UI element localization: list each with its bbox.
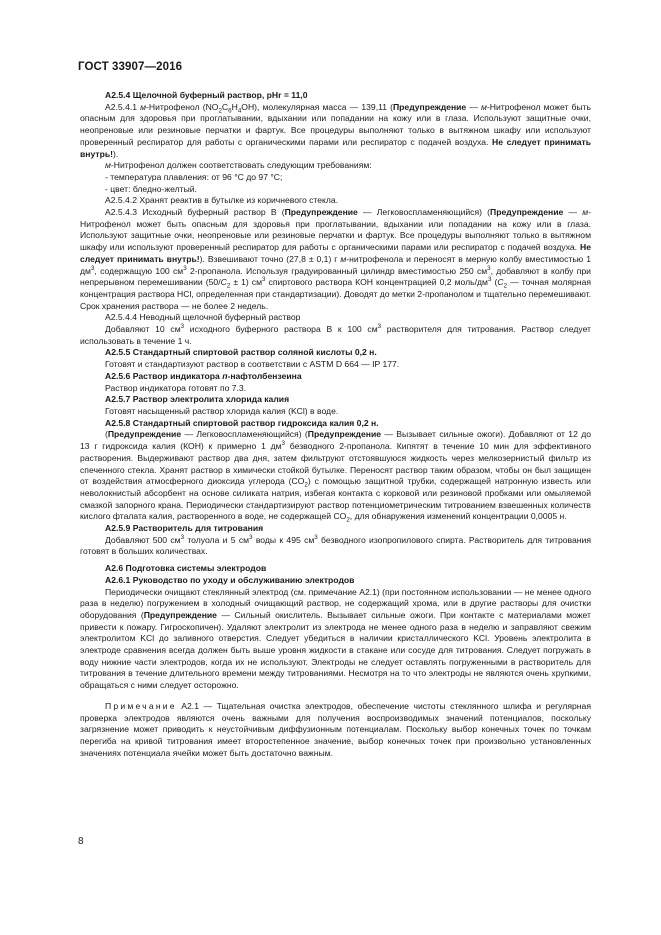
section-heading: А2.5.7 Раствор электролита хлорида калия	[105, 394, 290, 405]
page-number: 8	[78, 836, 84, 847]
paragraph: Добавляют 500 $см^3$ толуола и 5 $см^3$ воды к 495 $см^3$ безводного изопропилового спирта. Растворитель для титрования готовят в больших количествах.	[80, 533, 592, 557]
section-heading: А2.5.6 Раствор индикатора п-нафтолбензеина	[105, 370, 302, 381]
document-body	[80, 90, 591, 759]
note: Примечание А2.1 — Тщательная очистка электродов, обеспечение чистоты стеклянного шлифа и регулярная проверка электродов являются очень важными для получения воспроизводимых значений потенциалов, поскольку загрязнение может приводить к неустойчивым диффузионным потенциалам. Поскольку выбор конечных точек по точкам перегиба на кривой титрования имеет второстепенное значение, выбор конечных точек при произвольно установленных значениях потенциала ячейки может быть достаточно важным.	[80, 700, 591, 758]
section-heading: А2.5.8 Стандартный спиртовой раствор гидроксида калия 0,2 н.	[105, 417, 379, 428]
paragraph: А2.5.4.3 Исходный буферный раствор В (Предупреждение — Легковоспламеняющийся) (Предупреждение — м-Нитрофенол может быть опасным для здоровья при проглатывании, вдыхании или попадании на кожу или в глаза. Используют защитные очки, неопреновые или резиновые перчатки и фартук. Все процедуры выполняют только в вытяжном шкафу или используют проверенный респиратор для работы с органическими парами или респиратор с подачей воздуха. Не следует принимать внутрь!). Взвешивают точно (27,8 ± 0,1) г м-нитрофенола и переносят в мерную колбу вместимостью 1 $дм^3$, содержащую 100 $см^3$ 2-пропанола. Используя градуированный цилиндр вместимостью 250 $см^3$, добавляют в колбу при непрерывном перемешивании $(50/C_2 \pm 1)$ $см^3$ спиртового раствора КОН концентрацией 0,2 моль/$дм^3$ ($C_2$ — точная молярная концентрация раствора HCl, определенная при стандартизации). Доводят до метки 2-пропанолом и тщательно перемешивают. Срок хранения раствора — не более 2 недель.	[80, 207, 592, 311]
paragraph: м-Нитрофенол должен соответствовать следующим требованиям:	[105, 160, 372, 171]
list-item: - цвет: бледно-желтый.	[105, 183, 197, 194]
paragraph: Раствор индикатора готовят по 7.3.	[105, 382, 247, 393]
paragraph: А2.5.4.1 м-Нитрофенол $(NO_2C_6H_4OH)$, молекулярная масса — 139,11 (Предупреждение — м-Нитрофенол может быть опасным для здоровья при проглатывании, вдыхании или попадании на кожу или в глаза. Используют защитные очки, неопреновые или резиновые перчатки и фартук. Все процедуры выполняют только в вытяжном шкафу или используют проверенный респиратор для работы с органическими парами или респиратор с подачей воздуха. Не следует принимать внутрь!).	[80, 101, 591, 159]
section-heading: А2.5.4 Щелочной буферный раствор, pHr = 11,0	[105, 90, 308, 100]
paragraph: (Предупреждение — Легковоспламеняющийся) (Предупреждение — Вызывает сильные ожоги). Добавляют от 12 до 13 г гидроксида калия (КОН) к примерно 1 $дм^3$ безводного 2-пропанола. Кипятят в течение 10 мин для эффективного растворения. Выдерживают раствор два дня, затем фильтруют отстоявшуюся жидкость через мелкозернистый фильтр из спеченного стекла. Хранят раствор в химически стойкой бутылке. Переносят раствор таким образом, чтобы он был защищен от воздействия атмосферного диоксида углерода $(CO_2)$ с помощью защитной трубки, содержащей натронную известь или неволокнистый абсорбент на основе силиката натрия, избегая контакта с корковой или резиновой пробками или омыляемой смазкой запорного крана. Периодически стандартизируют раствор потенциометрическим титрованием взвешенных количеств кислого фталата калия, растворенного в воде, не содержащей $CO_2$, для обнаружения изменений концентрации 0,0005 н.	[80, 429, 591, 525]
paragraph: Готовят и стандартизуют раствор в соответствии с ASTM D 664 — IP 177.	[105, 359, 400, 370]
document-header: ГОСТ 33907—2016	[78, 61, 183, 73]
paragraph: Добавляют 10 $см^3$ исходного буферного раствора В к 100 $см^3$ растворителя для титрования. Раствор следует использовать в течение 1 ч.	[80, 323, 591, 346]
list-item: - температура плавления: от 96 °С до 97 °С;	[105, 171, 283, 182]
section-heading: А2.5.9 Растворитель для титрования	[105, 523, 264, 534]
section-heading: А2.5.5 Стандартный спиртовой раствор соляной кислоты 0,2 н.	[105, 347, 377, 358]
section-heading: А2.6 Подготовка системы электродов	[105, 563, 267, 574]
paragraph: Периодически очищают стеклянный электрод (см. примечание А2.1) (при постоянном использовании — не менее одного раза в неделю) погружением в холодный очищающий раствор, не содержащий хрома, или в другие растворы для очистки оборудования (Предупреждение — Сильный окислитель. Вызывает сильные ожоги. При контакте с материалами может привести к пожару. Гигроскопичен). Удаляют электролит из электрода не менее одного раза в неделю и заправляют свежим электролитом KCl до заливного отверстия. Следует убедиться в наличии кристаллического KCl. Уровень электролита в электроде сравнения всегда должен быть выше уровня жидкости в стакане или сосуде для титрования. Следует погружать в воду нижние части электродов, когда их не используют. Электроды не следует оставлять погруженными в растворитель для титрования в течение длительного времени между титрованиями. Несмотря на то что электроды не являются очень хрупкими, обращаться с ними следует осторожно.	[80, 586, 591, 691]
paragraph: А2.5.4.2 Хранят реактив в бутылке из коричневого стекла.	[105, 195, 339, 206]
paragraph: А2.5.4.4 Неводный щелочной буферный раствор	[105, 312, 301, 323]
paragraph: Готовят насыщенный раствор хлорида калия (KCl) в воде.	[105, 405, 339, 416]
section-heading: А2.6.1 Руководство по уходу и обслуживанию электродов	[105, 574, 355, 585]
